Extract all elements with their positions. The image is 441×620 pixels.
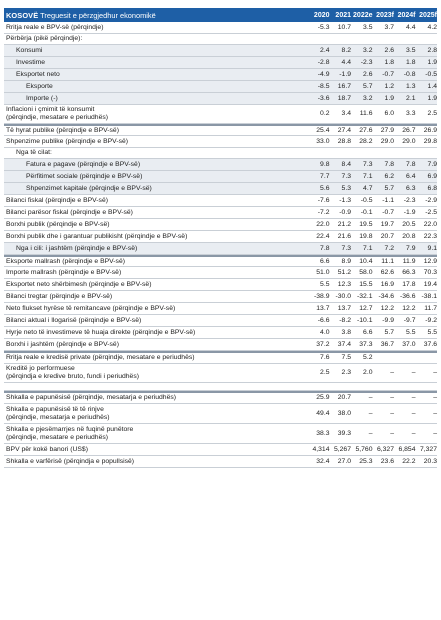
row-value: 7.9 [406,244,416,252]
row-value: 25.4 [316,126,330,134]
row-value: -38.9 [314,292,330,300]
row-value: 1.2 [384,82,394,90]
row-label: BPV për kokë banori (US$) [6,445,88,453]
row-value: 6.0 [384,110,394,118]
row-value: 23.6 [380,457,394,465]
row-value: 11.6 [359,110,373,118]
row-value: 5.7 [384,328,394,336]
row-value: 13.7 [337,304,351,312]
row-value: 7.8 [320,244,330,252]
table-row [4,45,437,57]
row-value: 33.0 [316,137,330,145]
row-value: 2.4 [320,46,330,54]
row-value: 3.2 [363,94,373,102]
row-value: 3.7 [384,24,394,32]
row-label: Konsumi [16,46,43,54]
row-value: 15.5 [359,280,373,288]
row-value: 51.0 [316,268,330,276]
row-label: Eksporte mallrash (përqindje e BPV-së) [6,257,125,265]
row-value: – [433,394,437,402]
row-value: 5.2 [363,354,373,362]
table-row [4,291,437,303]
row-value: 7.3 [363,160,373,168]
row-label: Importe mallrash (përqindje e BPV-së) [6,268,122,276]
row-value: 38.3 [316,429,330,437]
row-value: 49.4 [316,409,330,417]
table-subtitle: Treguesit e përzgjedhur ekonomikë [38,10,156,20]
table-row [4,159,437,171]
row-value: – [368,394,373,402]
table-row [4,105,437,124]
table-row [4,404,437,424]
row-label: Neto flukset hyrëse të remitancave (përqindje e BPV-së) [6,304,176,312]
row-value: 7.5 [341,354,351,362]
row-value: -0.7 [382,70,394,78]
table-row [4,351,437,364]
row-label: Eksporte [26,82,53,90]
table-row [4,279,437,291]
row-value: 20.5 [402,220,416,228]
row-value: 8.9 [341,257,351,265]
row-value: 66.3 [402,268,416,276]
year-header: 2021 [335,11,351,19]
row-value: 21.2 [337,220,351,228]
table-row [4,23,437,34]
row-value: -9.2 [425,316,437,324]
row-label: Shkalla e varfërisë (përqindja e popullsisë) [6,457,135,465]
row-value: 27.6 [359,126,373,134]
row-value: 22.0 [423,220,437,228]
row-value: -8.5 [317,82,330,90]
row-value: 29.0 [380,137,394,145]
row-label: Të hyrat publike (përqindje e BPV-së) [6,126,119,134]
row-value: – [433,429,437,437]
row-label: Borxhi i jashtëm (përqindje e BPV-së) [6,340,119,348]
row-value: 17.8 [402,280,416,288]
row-label: Përbërja (pikë përqindje): [6,35,83,43]
row-value: 32.4 [316,457,330,465]
table-row [4,267,437,279]
table-row [4,339,437,351]
row-value: 12.2 [402,304,416,312]
row-value: 19.4 [423,280,437,288]
row-value: 1.3 [406,82,416,90]
row-value: 7.1 [363,172,373,180]
row-value: 10.7 [337,24,351,32]
row-label: Nga të cilat: [16,149,52,157]
row-value: – [390,369,394,377]
row-value: 28.8 [337,137,351,145]
row-value: 51.2 [337,268,351,276]
row-value: -32.1 [357,292,373,300]
row-value: -0.5 [425,70,437,78]
row-value: 6.3 [406,184,416,192]
row-value: -0.1 [360,208,373,216]
row-value: – [368,409,373,417]
table-body [4,23,437,468]
row-value: 4.4 [341,58,351,66]
year-header: 2022e [353,11,373,19]
row-label: Shkalla e papunësisë të të rinjve (përqindje, mesatarja e periudhës) [6,405,110,421]
table-row [4,195,437,207]
row-value: 62.6 [380,268,394,276]
row-label: Borxhi publik (përqindje e BPV-së) [6,220,110,228]
table-row [4,231,437,243]
row-value: 2.6 [363,70,373,78]
row-value: 16.9 [380,280,394,288]
row-value: 11.9 [402,257,416,265]
table-row [4,69,437,81]
table-row [4,34,437,45]
row-label: Shpenzime publike (përqindje e BPV-së) [6,137,129,145]
row-value: 9.8 [320,160,330,168]
row-value: 19.8 [359,232,373,240]
row-label: Eksportet neto [16,70,60,78]
row-value: -36.6 [400,292,416,300]
row-value: 7.2 [384,244,394,252]
row-value: -1.1 [382,196,394,204]
row-value: 5.5 [320,280,330,288]
row-value: 16.7 [337,82,351,90]
row-value: 38.0 [337,409,351,417]
row-value: -9.7 [403,316,416,324]
row-label: Përfitimet sociale (përqindje e BPV-së) [26,172,143,180]
row-value: 6,854 [398,445,416,453]
row-value: 7.3 [341,172,351,180]
row-value: 4,314 [312,445,330,453]
row-value: 26.9 [423,126,437,134]
row-value: -1.3 [339,196,351,204]
row-value: 5.5 [406,328,416,336]
row-value: 6,327 [376,445,394,453]
row-value: 11.1 [381,257,394,265]
table-row [4,124,437,136]
row-value: 26.7 [402,126,416,134]
row-value: -2.8 [317,58,330,66]
row-value: 20.7 [380,232,394,240]
row-value: 5.7 [363,82,373,90]
row-value: -10.1 [357,316,373,324]
row-value: 70.3 [423,268,437,276]
row-value: -7.6 [317,196,330,204]
row-value: -0.7 [382,208,394,216]
row-value: – [390,429,394,437]
row-value: 3.3 [406,110,416,118]
row-value: 6.6 [363,328,373,336]
row-value: 5.5 [427,328,437,336]
row-value: 6.4 [406,172,416,180]
row-label: Investime [16,58,46,66]
table-row [4,207,437,219]
row-value: 5,760 [355,445,373,453]
row-value: 4.7 [363,184,373,192]
row-value: 2.5 [427,110,437,118]
row-value: – [411,369,416,377]
row-value: 6.6 [320,257,330,265]
row-value: -0.8 [403,70,416,78]
row-value: 13.7 [316,304,330,312]
row-value: 7.8 [384,160,394,168]
row-value: 7.9 [427,160,437,168]
row-value: 25.3 [359,457,373,465]
row-value: – [411,429,416,437]
row-value: 2.1 [406,94,416,102]
row-label: Rritja reale e BPV-së (përqindje) [6,24,104,32]
row-label: Eksportet neto shërbimesh (përqindje e BPV-së) [6,280,152,288]
row-value: 1.8 [384,58,394,66]
row-value: 27.0 [337,457,351,465]
row-value: – [368,429,373,437]
row-value: -2.5 [425,208,437,216]
row-value: 29.0 [402,137,416,145]
year-header: 2025f [419,11,437,19]
row-value: 22.2 [402,457,416,465]
row-label: Hyrje neto të investimeve të huaja direkte (përqindje e BPV-së) [6,328,196,336]
row-value: 37.3 [359,340,373,348]
table-row [4,383,437,391]
row-value: 6.8 [427,184,437,192]
table-row [4,136,437,148]
row-value: 39.3 [337,429,351,437]
table-row [4,391,437,404]
row-value: 1.9 [384,94,394,102]
row-value: -4.9 [317,70,330,78]
row-value: – [390,394,394,402]
table-row [4,315,437,327]
row-value: 3.5 [406,46,416,54]
row-value: – [390,409,394,417]
table-row [4,183,437,195]
row-value: 4.2 [427,24,437,32]
row-value: 27.9 [380,126,394,134]
row-value: 7.3 [341,244,351,252]
row-value: -6.6 [317,316,330,324]
row-value: 27.4 [337,126,351,134]
row-value: 22.3 [423,232,437,240]
row-value: 3.2 [363,46,373,54]
row-value: 9.1 [427,244,437,252]
row-value: 4.4 [406,24,416,32]
row-value: -2.3 [403,196,416,204]
year-header: 2020 [313,11,330,19]
row-label: Shkalla e papunësisë (përqindje, mesatarja e periudhës) [6,394,177,402]
row-value: 0.2 [320,110,330,118]
row-value: 22.4 [316,232,330,240]
row-value: 1.8 [406,58,416,66]
row-value: 29.8 [423,137,437,145]
table-row [4,219,437,231]
row-label: Bilanci aktual i llogarisë (përqindje e BPV-së) [6,316,142,324]
row-value: – [411,394,416,402]
row-value: 7,327 [419,445,437,453]
table-row [4,243,437,255]
row-value: – [411,409,416,417]
row-value: -2.9 [425,196,437,204]
row-value: -1.9 [339,70,351,78]
row-value: -1.9 [403,208,416,216]
row-value: 5.3 [341,184,351,192]
row-value: 3.5 [363,24,373,32]
row-value: 58.0 [359,268,373,276]
row-value: 37.0 [402,340,416,348]
row-value: 5.6 [320,184,330,192]
table-row [4,148,437,159]
row-value: 28.2 [359,137,373,145]
row-value: 1.9 [427,94,437,102]
table-row [4,255,437,267]
row-value: 21.6 [337,232,351,240]
row-value: -7.2 [317,208,330,216]
row-value: 10.4 [359,257,373,265]
row-value: 7.1 [363,244,373,252]
row-value: 2.8 [427,46,437,54]
row-value: -0.9 [339,208,351,216]
row-value: -2.3 [360,58,373,66]
year-header: 2023f [376,11,394,19]
row-label: Importe (-) [26,94,58,102]
row-value: -5.3 [317,24,330,32]
row-value: 2.6 [384,46,394,54]
row-label: Shkalla e pjesëmarrjes në fuqinë punëtore (përqindje, mesatare e periudhës) [6,425,134,441]
row-value: 37.2 [316,340,330,348]
row-value: 2.0 [363,369,373,377]
row-value: – [433,369,437,377]
country-name: KOSOVË [6,10,39,20]
year-header: 2024f [397,11,416,19]
row-value: 2.5 [320,369,330,377]
row-value: 5.7 [384,184,394,192]
row-label: Inflacioni i çmimit të konsumit (përqindje, mesatare e periudhës) [6,106,109,121]
row-value: 3.8 [341,328,351,336]
table-row [4,327,437,339]
row-value: 25.9 [316,394,330,402]
row-value: 12.2 [380,304,394,312]
row-value: -9.9 [382,316,394,324]
row-label: Kreditë jo performuese (përqindja e kredive bruto, fundi i periudhës) [6,365,139,380]
row-value: -34.6 [378,292,394,300]
row-value: 3.4 [341,110,351,118]
row-value: 1.4 [427,82,437,90]
row-label: Bilanci fiskal (përqindje e BPV-së) [6,196,108,204]
row-value: 20.8 [402,232,416,240]
row-value: 6.9 [427,172,437,180]
row-label: Bilanci tregtar (përqindje e BPV-së) [6,292,113,300]
row-label: Nga i cili: i jashtëm (përqindje e BPV-së) [16,244,138,252]
row-value: 6.2 [384,172,394,180]
row-value: 8.4 [341,160,351,168]
table-row [4,81,437,93]
row-value: 4.0 [320,328,330,336]
table-row [4,364,437,383]
row-value: 12.7 [359,304,373,312]
row-label: Shpenzimet kapitale (përqindje e BPV-së) [26,184,152,192]
table-row [4,303,437,315]
row-value: 8.2 [341,46,351,54]
row-value: 22.0 [316,220,330,228]
row-value: 7.7 [320,172,330,180]
row-value: 12.9 [423,257,437,265]
row-value: 18.7 [337,94,351,102]
table-row [4,57,437,69]
row-label: Rritja reale e kredisë private (përqindje, mesatare e periudhës) [6,354,195,362]
row-value: 36.7 [380,340,394,348]
table-row [4,444,437,456]
row-label: Bilanci parësor fiskal (përqindje e BPV-së) [6,208,133,216]
row-value: 37.6 [423,340,437,348]
row-value: 5,267 [333,445,351,453]
row-value: -0.5 [360,196,373,204]
row-value: 7.6 [320,354,330,362]
row-value: 20.7 [337,394,351,402]
row-value: 7.8 [406,160,416,168]
table-header [4,8,437,22]
row-value: 12.3 [337,280,351,288]
table-row [4,93,437,105]
table-row [4,456,437,468]
row-label: Borxhi publik dhe i garantuar publikisht (përqindje e BPV-së) [6,232,188,240]
row-value: 20.3 [423,457,437,465]
row-value: – [433,409,437,417]
row-value: -38.1 [421,292,437,300]
row-value: 19.7 [380,220,394,228]
row-value: 37.4 [337,340,351,348]
row-value: 1.9 [427,58,437,66]
table-row [4,171,437,183]
row-value: 19.5 [359,220,373,228]
table-row [4,424,437,444]
table-title [6,11,308,20]
row-value: -30.0 [335,292,351,300]
row-value: 2.3 [341,369,351,377]
row-label: Fatura e pagave (përqindje e BPV-së) [26,160,141,168]
row-value: -3.6 [317,94,330,102]
row-value: -8.2 [339,316,351,324]
row-value: 11.7 [424,304,437,312]
